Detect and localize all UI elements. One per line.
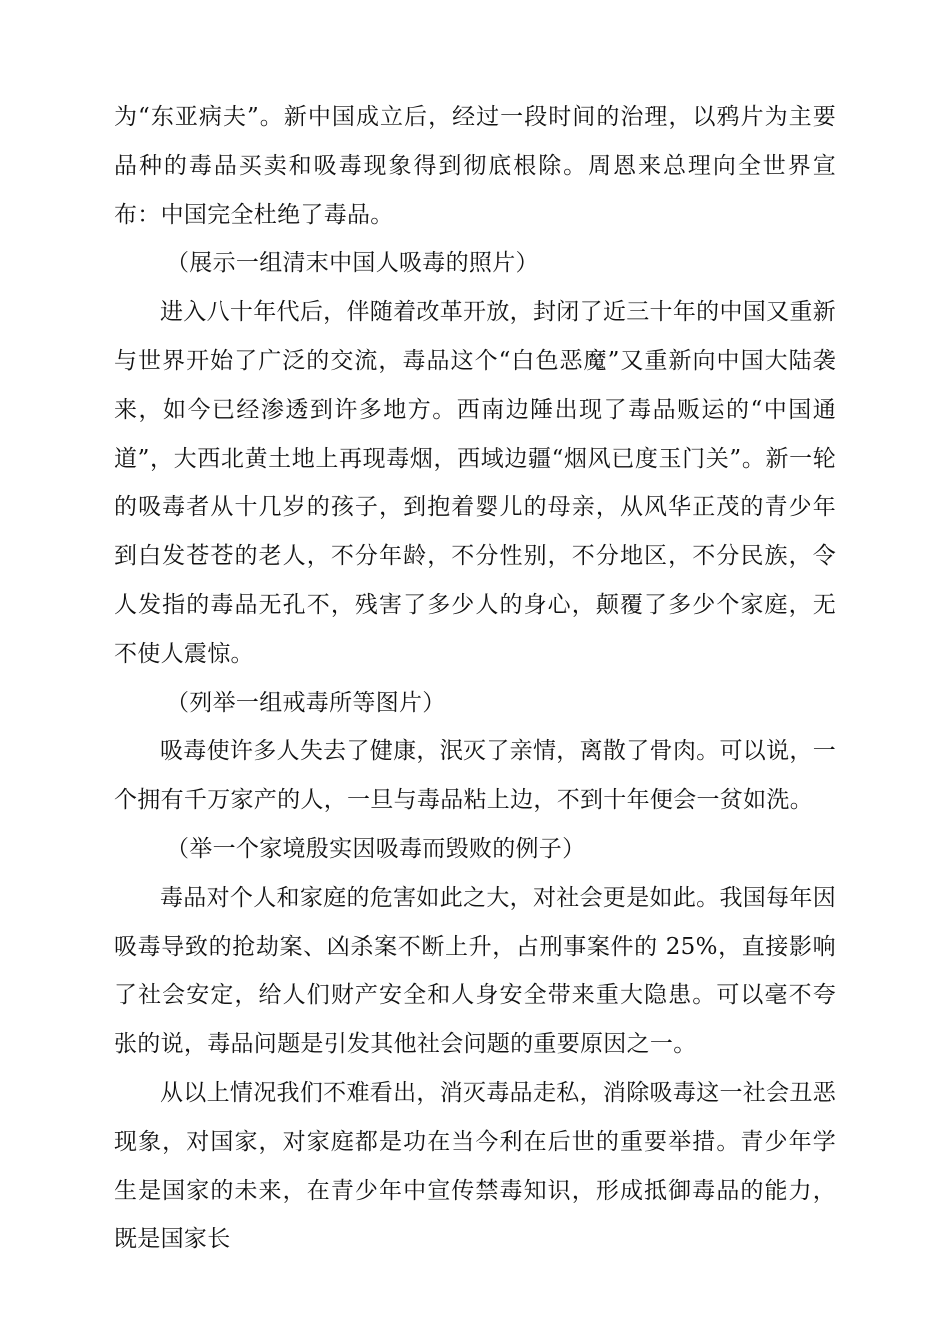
paragraph-conclusion: 从以上情况我们不难看出，消灭毒品走私，消除吸毒这一社会丑恶现象，对国家，对家庭都是功在当今利在后世的重要举措。青少年学生是国家的未来，在青少年中宣传禁毒知识，形成抵御毒品的能力，既是国家长 — [114, 1079, 836, 1253]
paragraph-drug-harm-family: 吸毒使许多人失去了健康，泯灭了亲情，离散了骨肉。可以说，一个拥有千万家产的人，一旦与毒品粘上边，不到十年便会一贫如洗。 — [114, 738, 836, 814]
document-body — [114, 93, 836, 1264]
paragraph-note-rehab-images: （列举一组戒毒所等图片） — [166, 689, 446, 716]
paragraph-eighties-drug-spread: 进入八十年代后，伴随着改革开放，封闭了近三十年的中国又重新与世界开始了广泛的交流，毒品这个“白色恶魔”又重新向中国大陆袭来，如今已经渗透到许多地方。西南边陲出现了毒品贩运的“中国通道”，大西北黄土地上再现毒烟，西域边疆“烟风已度玉门关”。新一轮的吸毒者从十几岁的孩子，到抱着婴儿的母亲，从风华正茂的青少年到白发苍苍的老人，不分年龄，不分性别，不分地区，不分民族，令人发指的毒品无孔不，残害了多少人的身心，颠覆了多少个家庭，无不使人震惊。 — [114, 299, 836, 667]
paragraph-note-example: （举一个家境殷实因吸毒而毁败的例子） — [166, 835, 586, 862]
paragraph-continuation: 为“东亚病夫”。新中国成立后，经过一段时间的治理，以鸦片为主要品种的毒品买卖和吸毒现象得到彻底根除。周恩来总理向全世界宣布：中国完全杜绝了毒品。 — [114, 104, 836, 228]
paragraph-drug-harm-society: 毒品对个人和家庭的危害如此之大，对社会更是如此。我国每年因吸毒导致的抢劫案、凶杀案不断上升，占刑事案件的 25%，直接影响了社会安定，给人们财产安全和人身安全带来重大隐患。可以毫不夸张的说，毒品问题是引发其他社会问题的重要原因之一。 — [114, 884, 836, 1058]
paragraph-note-photos: （展示一组清末中国人吸毒的照片） — [166, 250, 539, 277]
